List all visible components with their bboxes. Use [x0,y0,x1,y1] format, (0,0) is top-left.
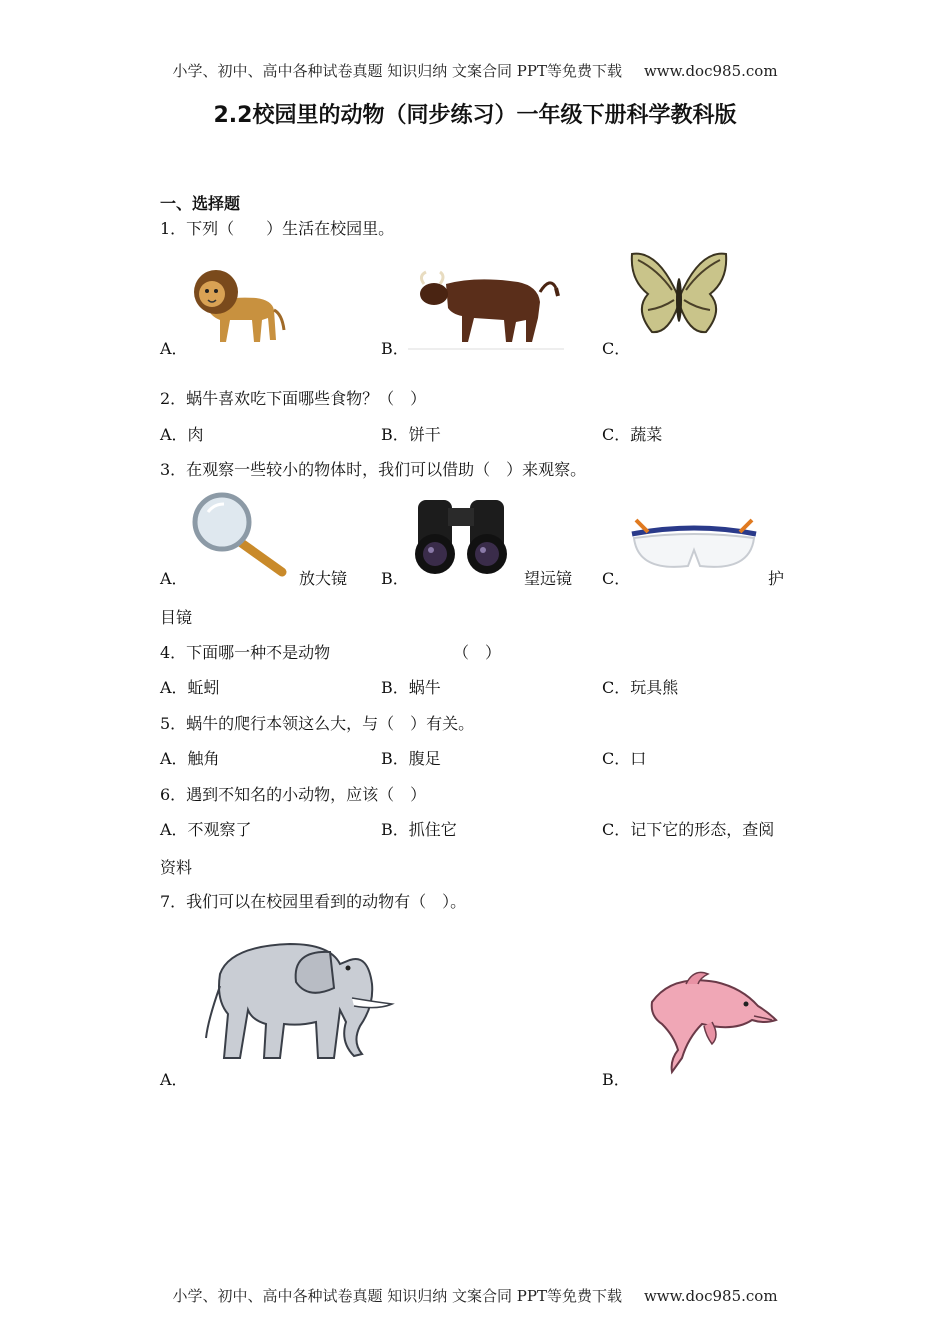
header-text: 小学、初中、高中各种试卷真题 知识归纳 文案合同 PPT等免费下载 [172,62,622,80]
q6-option-b: B．抓住它 [381,820,457,839]
q5-option-c: C．口 [602,749,647,768]
q7-option-b: B． [602,1070,630,1089]
q5-stem: 5．蜗牛的爬行本领这么大，与（ ）有关。 [160,714,475,733]
header-url[interactable]: www.doc985.com [643,62,778,80]
page-header [0,60,950,81]
q5-option-b: B．腹足 [381,749,441,768]
q6-stem: 6．遇到不知名的小动物，应该（ ） [160,785,427,804]
q6-option-a: A．不观察了 [160,820,252,839]
q4-answer-paren: （ ） [453,643,502,662]
goggles-image [628,500,760,580]
q6-option-c: C．记下它的形态，查阅 [602,820,775,839]
q3-stem: 3．在观察一些较小的物体时，我们可以借助（ ）来观察。 [160,460,587,479]
q7-option-a: A． [160,1070,188,1089]
q3-option-b-text: 望远镜 [524,569,573,588]
q3-option-c: C． [602,569,631,588]
q3-option-a-text: 放大镜 [299,569,348,588]
bull-image [406,262,566,352]
binoculars-image [408,494,518,578]
lion-image [186,254,286,350]
q6-option-c-continuation: 资料 [160,858,193,877]
q4-option-c: C．玩具熊 [602,678,679,697]
q7-stem: 7．我们可以在校园里看到的动物有（ ）。 [160,892,467,911]
q3-option-c-text: 护 [768,569,785,588]
footer-text: 小学、初中、高中各种试卷真题 知识归纳 文案合同 PPT等免费下载 [172,1287,622,1305]
q1-option-c: C． [602,339,631,358]
q4-option-a: A．蚯蚓 [160,678,220,697]
q2-option-b: B．饼干 [381,425,441,444]
butterfly-image [628,250,730,346]
q4-option-b: B．蜗牛 [381,678,441,697]
section-heading: 一、选择题 [160,194,241,213]
footer-url[interactable]: www.doc985.com [643,1287,778,1305]
q3-option-b: B． [381,569,409,588]
q5-option-a: A．触角 [160,749,220,768]
q1-option-a: A． [160,339,188,358]
page-footer [0,1285,950,1306]
q2-option-a: A．肉 [160,425,204,444]
elephant-image [200,930,400,1064]
q3-option-a: A． [160,569,188,588]
page-title: 2.2校园里的动物（同步练习）一年级下册科学教科版 [213,103,737,128]
q1-stem: 1．下列（ ）生活在校园里。 [160,219,395,238]
q1-option-b: B． [381,339,409,358]
q4-stem: 4．下面哪一种不是动物 [160,643,331,662]
q3-option-c-continuation: 目镜 [160,608,193,627]
q2-stem: 2．蜗牛喜欢吃下面哪些食物？（ ） [160,389,427,408]
magnifier-image [190,492,290,578]
dolphin-image [642,966,778,1076]
q2-option-c: C．蔬菜 [602,425,663,444]
